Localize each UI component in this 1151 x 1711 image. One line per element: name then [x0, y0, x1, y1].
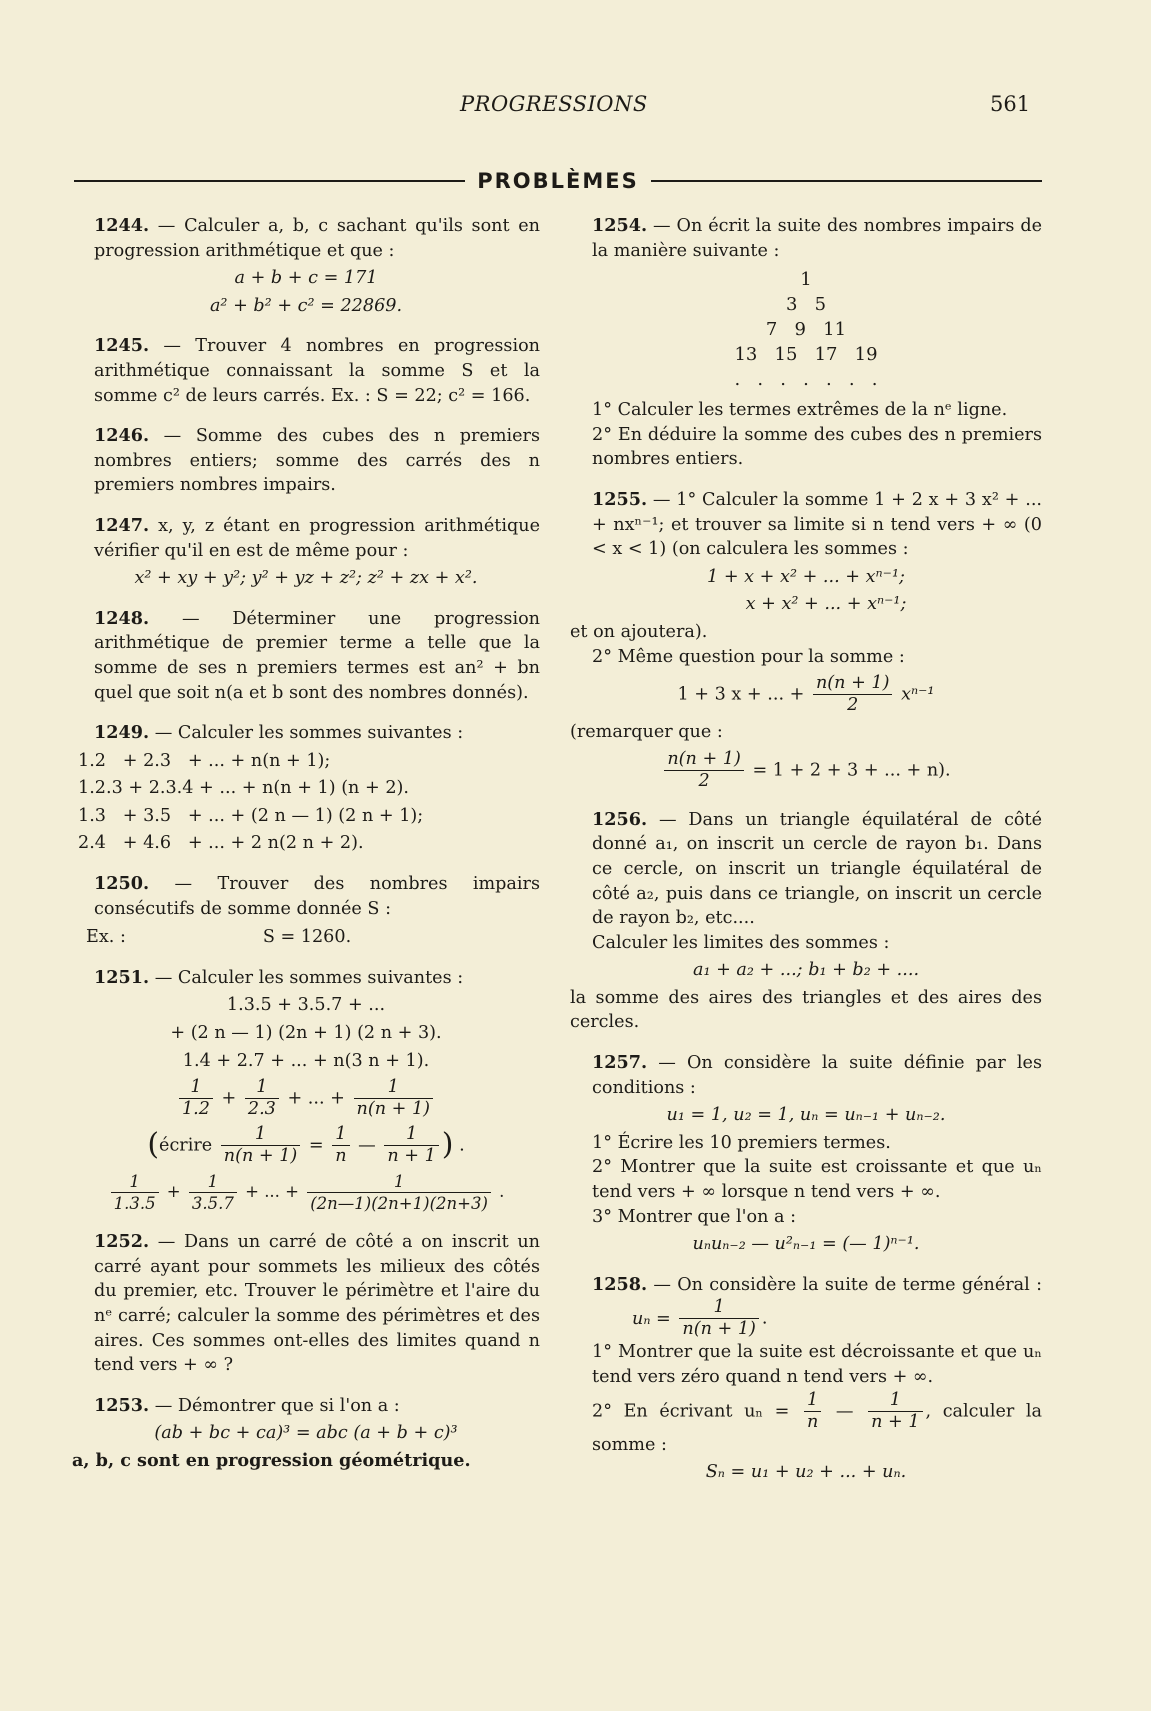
problem-1258: 1258. — On considère la suite de terme général : uₙ = $\frac{1}{n(n + 1)}$ . 1° Montrer que la suite est décroissante et que uₙ tend vers zéro quand n tend vers + ∞. 2° En écrivant uₙ = $\frac{1}{n}$ — $\frac{1}{n + 1}$ , calculer la somme : Sₙ = u₁ + u₂ + ... + uₙ.: [570, 1273, 1042, 1485]
problem-text: et on ajoutera).: [570, 621, 708, 642]
left-column: [72, 214, 540, 1490]
section-title: PROBLÈMES: [477, 169, 639, 193]
problem-number: 1252.: [94, 1231, 150, 1253]
triangle-row: 7 9 11: [765, 319, 847, 341]
problem-1255: [570, 488, 1042, 792]
equation: u₁ = 1, u₂ = 1, uₙ = uₙ₋₁ + uₙ₋₂.: [666, 1105, 946, 1126]
problem-1250: [72, 872, 540, 950]
problem-text: — Démontrer que si l'on a :: [154, 1395, 400, 1416]
problem-1257: [570, 1051, 1042, 1257]
problem-1254: [570, 214, 1042, 472]
fraction: $\frac{1}{n(n + 1)}$: [221, 1124, 301, 1167]
right-column: [570, 214, 1042, 1501]
problem-1244: [72, 214, 540, 318]
odd-number-triangle: [570, 267, 1042, 392]
fraction: $\frac{1}{n}$: [804, 1390, 821, 1433]
equation: a₁ + a₂ + ...; b₁ + b₂ + ....: [692, 960, 920, 981]
problem-1256: [570, 808, 1042, 1035]
problem-text: — On considère la suite de terme général :: [653, 1274, 1042, 1295]
triangle-row: 3 5: [785, 294, 827, 316]
problem-number: 1248.: [94, 607, 150, 629]
equation: x + x² + ... + xⁿ⁻¹;: [745, 594, 907, 615]
problem-text: — Dans un carré de côté a on inscrit un carré ayant pour sommets les milieux des côtés du premier, etc. Trouver le périmètre et l'aire du nᵉ carré; calculer la somme des périmètres et des aires. Ces sommes ont-elles des limites quand n tend vers + ∞ ?: [94, 1232, 541, 1376]
problem-number: 1246.: [94, 425, 150, 447]
sum-line: 2.4 + 4.6 + ... + 2 n(2 n + 2).: [78, 833, 364, 854]
heading-rule-right: [651, 180, 1042, 182]
fraction: $\frac{1}{n(n + 1)}$: [679, 1297, 759, 1340]
problem-number: 1247.: [94, 514, 150, 536]
problem-text: — Calculer a, b, c sachant qu'ils sont en progression arithmétique et que :: [94, 216, 540, 261]
equation: uₙuₙ₋₂ — u²ₙ₋₁ = (— 1)ⁿ⁻¹.: [692, 1234, 920, 1255]
problem-number: 1254.: [592, 215, 648, 236]
problem-number: 1245.: [94, 335, 150, 357]
problem-1246: [72, 424, 540, 498]
equation: a² + b² + c² = 22869.: [209, 295, 403, 316]
question: 3° Montrer que l'on a :: [592, 1206, 797, 1227]
problem-1245: [72, 334, 540, 408]
fraction-sum: $\frac{1}{1.3.5}$ + $\frac{1}{3.5.7}$ + ... + $\frac{1}{(2n—1)(2n+1)(2n+3)}$ .: [72, 1171, 540, 1214]
fraction: $\frac{1}{3.5.7}$: [189, 1171, 237, 1214]
triangle-row: 1: [800, 269, 812, 291]
problem-1253: [72, 1394, 540, 1474]
question: 2° Montrer que la suite est croissante et que uₙ tend vers + ∞ lorsque n tend vers + ∞.: [592, 1157, 1042, 1203]
fraction: $\frac{1}{n(n + 1)}$: [354, 1077, 434, 1120]
fraction: $\frac{1}{n}$: [332, 1124, 349, 1167]
question: Calculer les limites des sommes :: [592, 932, 890, 953]
triangle-row: 13 15 17 19: [734, 344, 878, 366]
problem-text: — On considère la suite définie par les conditions :: [592, 1053, 1043, 1098]
problem-1249: [72, 721, 540, 856]
fraction: $\frac{n(n + 1)}{2}$: [813, 673, 893, 716]
equation: 1 + x + x² + ... + xⁿ⁻¹;: [707, 566, 905, 587]
fraction: $\frac{1}{n + 1}$: [868, 1390, 922, 1433]
problem-1248: [72, 607, 540, 705]
fraction: $\frac{1}{n + 1}$: [384, 1124, 438, 1167]
problem-text: la somme des aires des triangles et des aires des cercles.: [570, 987, 1042, 1033]
equation: x² + xy + y²; y² + yz + z²; z² + zx + x².: [134, 568, 478, 589]
problem-text: — Somme des cubes des n premiers nombres entiers; somme des carrés des n premiers nombres impairs.: [94, 426, 540, 496]
sum-line: 1.3.5 + 3.5.7 + ...: [226, 995, 386, 1016]
question: 1° Montrer que la suite est décroissante et que uₙ tend vers zéro quand n tend vers + ∞.: [592, 1342, 1042, 1387]
question: 1° Calculer les termes extrêmes de la nᵉ ligne.: [592, 400, 1008, 421]
example-value: S = 1260.: [262, 927, 352, 948]
problem-number: 1249.: [94, 722, 150, 744]
question: 1° Écrire les 10 premiers termes.: [592, 1132, 891, 1153]
equation: (ab + bc + ca)³ = abc (a + b + c)³: [154, 1423, 458, 1444]
problem-text: — Trouver 4 nombres en progression arithmétique connaissant la somme S et la somme c² de leurs carrés. Ex. : S = 22; c² = 166.: [94, 336, 540, 406]
problem-number: 1257.: [592, 1052, 648, 1074]
problem-number: 1255.: [592, 488, 648, 510]
problem-number: 1258.: [592, 1273, 648, 1295]
conclusion: a, b, c sont en progression géométrique.: [72, 1449, 471, 1471]
problem-number: 1244.: [94, 215, 150, 236]
running-head: [0, 92, 1151, 122]
hint: (écrire $\frac{1}{n(n + 1)}$ = $\frac{1}{n}$ — $\frac{1}{n + 1}$ ) .: [147, 1124, 465, 1167]
problem-text: — Déterminer une progression arithmétique de premier terme a telle que la somme de ses n premiers termes est an² + bn quel que soit n(a et b sont des nombres donnés).: [94, 608, 541, 703]
triangle-row: . . . . . . .: [734, 369, 878, 391]
problem-number: 1253.: [94, 1394, 150, 1416]
problem-text: — Calculer les sommes suivantes :: [154, 967, 464, 988]
problem-text: — 1° Calculer la somme 1 + 2 x + 3 x² + ... + nxⁿ⁻¹; et trouver sa limite si n tend vers + ∞ (0 < x < 1) (on calculera les sommes :: [592, 489, 1042, 560]
fraction: $\frac{n(n + 1)}{2}$: [664, 749, 744, 792]
equation: a + b + c = 171: [234, 268, 378, 289]
problem-1247: [72, 514, 540, 591]
problem-text: — Trouver des nombres impairs consécutifs de somme donnée S :: [94, 874, 540, 919]
remark: (remarquer que :: [570, 722, 723, 743]
fraction-identity: $\frac{n(n + 1)}{2}$ = 1 + 2 + 3 + ... + n).: [570, 749, 1042, 792]
fraction: $\frac{1}{(2n—1)(2n+1)(2n+3)}$: [307, 1171, 491, 1214]
problem-text: x, y, z étant en progression arithmétique vérifier qu'il en est de même pour :: [94, 515, 541, 561]
sum-line: 1.2 + 2.3 + ... + n(n + 1);: [78, 750, 331, 771]
question: 2° Même question pour la somme :: [592, 646, 905, 667]
fraction: $\frac{1}{1.3.5}$: [111, 1171, 159, 1214]
question: 2° En déduire la somme des cubes des n premiers nombres entiers.: [592, 424, 1042, 470]
sum-line: + (2 n — 1) (2n + 1) (2 n + 3).: [170, 1023, 442, 1044]
example-label: Ex. :: [86, 927, 126, 948]
sum-line: 1.4 + 2.7 + ... + n(3 n + 1).: [182, 1050, 430, 1071]
problem-text: — Dans un triangle équilatéral de côté donné a₁, on inscrit un cercle de rayon b₁. Dans ce cercle, on inscrit un triangle équilatéral de côté a₂, puis dans ce triangle, on inscrit un cercle de rayon b₂, etc....: [592, 809, 1042, 929]
problem-text: — On écrit la suite des nombres impairs de la manière suivante :: [592, 216, 1042, 261]
fraction-sum: $\frac{1}{1.2}$ + $\frac{1}{2.3}$ + ... + $\frac{1}{n(n + 1)}$: [72, 1077, 540, 1120]
problem-text: — Calculer les sommes suivantes :: [154, 723, 464, 744]
problem-number: 1251.: [94, 966, 150, 988]
running-title: PROGRESSIONS: [460, 92, 648, 116]
question: 2° En écrivant uₙ = $\frac{1}{n}$ — $\frac{1}{n + 1}$ , calculer la somme :: [592, 1389, 1043, 1455]
heading-rule-left: [74, 180, 465, 182]
fraction: $\frac{1}{2.3}$: [245, 1077, 279, 1120]
sum-line: 1.2.3 + 2.3.4 + ... + n(n + 1) (n + 2).: [78, 778, 409, 799]
problem-1252: [72, 1230, 540, 1378]
problem-1251: [72, 966, 540, 1214]
section-heading: [74, 168, 1042, 194]
sum-line: 1.3 + 3.5 + ... + (2 n — 1) (2 n + 1);: [78, 805, 424, 826]
fraction-sum: 1 + 3 x + ... + $\frac{n(n + 1)}{2}$ xⁿ⁻¹: [677, 673, 935, 716]
problem-number: 1250.: [94, 873, 150, 895]
page-number: 561: [990, 92, 1031, 116]
hint-label: écrire: [159, 1135, 213, 1156]
equation: Sₙ = u₁ + u₂ + ... + uₙ.: [705, 1462, 907, 1483]
fraction: $\frac{1}{1.2}$: [179, 1077, 213, 1120]
problem-number: 1256.: [592, 808, 648, 830]
